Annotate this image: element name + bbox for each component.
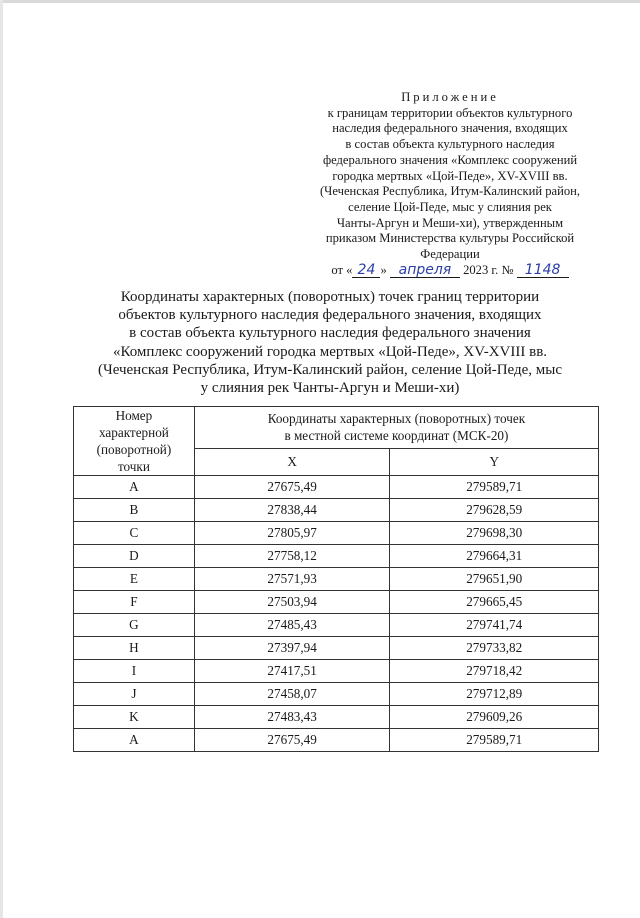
point-label: G [74,614,195,637]
x-value: 27675,49 [194,476,390,499]
table-row [74,591,599,614]
appendix-block [300,90,600,278]
table-row [74,683,599,706]
y-value: 279712,89 [390,683,599,706]
point-label: B [74,499,195,522]
y-value: 279741,74 [390,614,599,637]
table-row [74,660,599,683]
appendix-line: Федерации [420,247,480,262]
scan-edge-left [0,0,3,918]
appendix-heading: Приложение [401,90,499,104]
date-year: 2023 г. № [459,262,517,277]
handwritten-order-number: 1148 [517,263,569,278]
point-label: K [74,706,195,729]
y-value: 279698,30 [390,522,599,545]
header-coords-line: Координаты характерных (поворотных) точек [267,411,526,427]
x-value: 27503,94 [194,591,390,614]
table-row [74,499,599,522]
appendix-line: наследия федерального значения, входящих [332,121,568,136]
appendix-line: к границам территории объектов культурного [327,105,573,120]
point-label: A [74,476,195,499]
x-value: 27485,43 [194,614,390,637]
appendix-line: селение Цой-Педе, мыс у слияния рек [348,199,552,214]
header-number-line: Номер [115,408,153,423]
x-value: 27838,44 [194,499,390,522]
header-coordinates [194,407,598,449]
order-date-line [300,263,600,279]
point-label: F [74,591,195,614]
x-value: 27458,07 [194,683,390,706]
point-label: I [74,660,195,683]
table-row [74,706,599,729]
header-number-line: точки [117,459,150,474]
title-line: в состав объекта культурного наследия федерального значения [129,325,531,342]
point-label: H [74,637,195,660]
y-value: 279733,82 [390,637,599,660]
header-number-line: характерной [98,425,169,440]
table-row [74,614,599,637]
x-value: 27397,94 [194,637,390,660]
y-value: 279651,90 [390,568,599,591]
y-value: 279664,31 [390,545,599,568]
x-value: 27675,49 [194,729,390,752]
x-value: 27417,51 [194,660,390,683]
x-value: 27758,12 [194,545,390,568]
appendix-line: Чанты-Аргун и Меши-хи), утвержденным [336,215,564,230]
y-value: 279718,42 [390,660,599,683]
point-label: A [74,729,195,752]
header-x: X [194,448,390,475]
point-label: C [74,522,195,545]
y-value: 279589,71 [390,476,599,499]
x-value: 27571,93 [194,568,390,591]
point-label: J [74,683,195,706]
header-coords-line: в местной системе координат (МСК-20) [284,428,509,444]
header-point-number [74,407,195,476]
table-row [74,545,599,568]
header-number-line: (поворотной) [96,442,172,457]
y-value: 279665,45 [390,591,599,614]
date-prefix: от « [331,262,353,277]
point-label: D [74,545,195,568]
title-line: (Чеченская Республика, Итум-Калинский район, селение Цой-Педе, мыс [97,361,563,378]
y-value: 279628,59 [390,499,599,522]
appendix-line: в состав объекта культурного наследия [345,137,555,152]
coordinates-table [73,406,599,752]
y-value: 279609,26 [390,706,599,729]
x-value: 27483,43 [194,706,390,729]
point-label: E [74,568,195,591]
title-line: у слияния рек Чанты-Аргун и Меши-хи) [200,380,460,397]
appendix-line: (Чеченская Республика, Итум-Калинский район, [319,184,581,199]
appendix-line: городка мертвых «Цой-Педе», XV-XVIII вв. [332,168,568,183]
title-line: объектов культурного наследия федерального значения, входящих [118,307,542,324]
table-row [74,476,599,499]
appendix-line: федерального значения «Комплекс сооружений [322,152,578,167]
title-line: Координаты характерных (поворотных) точек границ территории [120,289,540,305]
date-mid: » [380,262,390,277]
x-value: 27805,97 [194,522,390,545]
document-title [90,288,570,397]
table-row [74,568,599,591]
table-row [74,522,599,545]
title-line: «Комплекс сооружений городка мертвых «Цой-Педе», XV-XVIII вв. [112,343,548,360]
header-y: Y [390,448,599,475]
handwritten-day: 24 [352,263,380,278]
scan-edge-top [0,0,640,3]
table-row [74,729,599,752]
y-value: 279589,71 [390,729,599,752]
table-row [74,637,599,660]
handwritten-month: апреля [390,263,460,278]
appendix-line: приказом Министерства культуры Российской [325,231,575,246]
